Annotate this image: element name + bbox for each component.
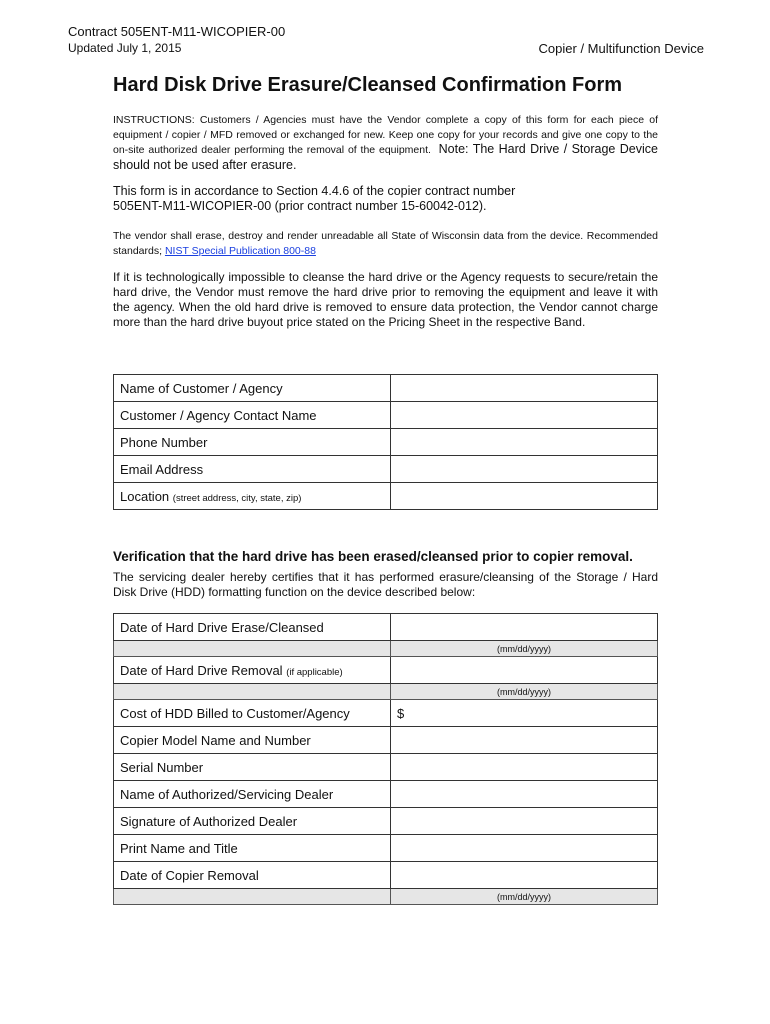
table-row	[114, 754, 658, 781]
location-field[interactable]	[391, 483, 658, 510]
format-spacer	[114, 889, 391, 905]
date-format-hint: (mm/dd/yyyy)	[391, 889, 658, 905]
format-spacer	[114, 684, 391, 700]
field-label: Cost of HDD Billed to Customer/Agency	[114, 700, 391, 727]
serial-number-field[interactable]	[391, 754, 658, 781]
format-spacer	[114, 641, 391, 657]
date-format-hint: (mm/dd/yyyy)	[391, 684, 658, 700]
removal-date-field[interactable]	[391, 657, 658, 684]
field-label: Date of Copier Removal	[114, 862, 391, 889]
table-row	[114, 808, 658, 835]
customer-table	[113, 374, 658, 510]
cost-field[interactable]: $	[391, 700, 658, 727]
verification-heading: Verification that the hard drive has been erased/cleansed prior to copier removal.	[113, 549, 633, 564]
format-row	[114, 684, 658, 700]
phone-field[interactable]	[391, 429, 658, 456]
nist-link[interactable]: NIST Special Publication 800-88	[164, 245, 316, 257]
copier-model-field[interactable]	[391, 727, 658, 754]
accordance-text: This form is in accordance to Section 4.4.6 of the copier contract number 505ENT-M11-WICOPIER-00 (prior contract number 15-60042-012).	[113, 184, 516, 213]
field-label: Customer / Agency Contact Name	[114, 402, 391, 429]
impossible-paragraph: If it is technologically impossible to cleanse the hard drive or the Agency requests to secure/retain the hard drive, the Vendor must remove the hard drive prior to removing the equipment and leave it with the agency. When the old hard drive is removed to ensure data protection, the Vendor cannot charge more than the hard drive buyout price stated on the Pricing Sheet in the respective Band.	[113, 270, 658, 329]
instructions-text: INSTRUCTIONS: Customers / Agencies must have the Vendor complete a copy of this form for each piece of equipment / copier / MFD removed or exchanged for new. Keep one copy for your records and give one copy to the on-site authorized dealer performing the removal of the equipment.	[113, 114, 658, 156]
field-label: Signature of Authorized Dealer	[114, 808, 391, 835]
page-title: Hard Disk Drive Erasure/Cleansed Confirmation Form	[113, 74, 623, 96]
instructions	[113, 113, 658, 173]
table-row	[114, 483, 658, 510]
erase-date-field[interactable]	[391, 614, 658, 641]
location-label	[114, 483, 391, 510]
document-type: Copier / Multifunction Device	[538, 41, 704, 56]
table-row	[114, 375, 658, 402]
field-label: Name of Authorized/Servicing Dealer	[114, 781, 391, 808]
format-row	[114, 889, 658, 905]
field-label: Location	[120, 488, 170, 504]
table-row	[114, 614, 658, 641]
table-row	[114, 727, 658, 754]
copier-removal-date-field[interactable]	[391, 862, 658, 889]
table-row	[114, 700, 658, 727]
contact-name-field[interactable]	[391, 402, 658, 429]
vendor-statement	[113, 229, 658, 259]
print-name-field[interactable]	[391, 835, 658, 862]
field-label: Serial Number	[114, 754, 391, 781]
updated-date: Updated July 1, 2015	[68, 41, 182, 55]
table-row	[114, 657, 658, 684]
location-hint: (street address, city, state, zip)	[172, 492, 302, 504]
dealer-table	[113, 613, 658, 905]
if-applicable-hint: (if applicable)	[286, 666, 343, 678]
dealer-name-field[interactable]	[391, 781, 658, 808]
table-row	[114, 402, 658, 429]
signature-field[interactable]	[391, 808, 658, 835]
removal-date-label	[114, 657, 391, 684]
table-row	[114, 781, 658, 808]
customer-name-field[interactable]	[391, 375, 658, 402]
table-row	[114, 456, 658, 483]
field-label: Date of Hard Drive Removal	[120, 662, 283, 678]
format-row	[114, 641, 658, 657]
instructions-note: Note: The Hard Drive / Storage Device should not be used after erasure.	[113, 142, 658, 172]
table-row	[114, 862, 658, 889]
date-format-hint: (mm/dd/yyyy)	[391, 641, 658, 657]
email-field[interactable]	[391, 456, 658, 483]
verification-text: The servicing dealer hereby certifies that it has performed erasure/cleansing of the Storage / Hard Disk Drive (HDD) formatting function on the device described below:	[113, 570, 658, 599]
field-label: Print Name and Title	[114, 835, 391, 862]
field-label: Phone Number	[114, 429, 391, 456]
table-row	[114, 835, 658, 862]
vendor-statement-text: The vendor shall erase, destroy and render unreadable all State of Wisconsin data from the device. Recommended standards;	[113, 230, 658, 257]
table-row	[114, 429, 658, 456]
field-label: Name of Customer / Agency	[114, 375, 391, 402]
field-label: Copier Model Name and Number	[114, 727, 391, 754]
contract-number: Contract 505ENT-M11-WICOPIER-00	[68, 24, 286, 39]
field-label: Date of Hard Drive Erase/Cleansed	[114, 614, 391, 641]
field-label: Email Address	[114, 456, 391, 483]
